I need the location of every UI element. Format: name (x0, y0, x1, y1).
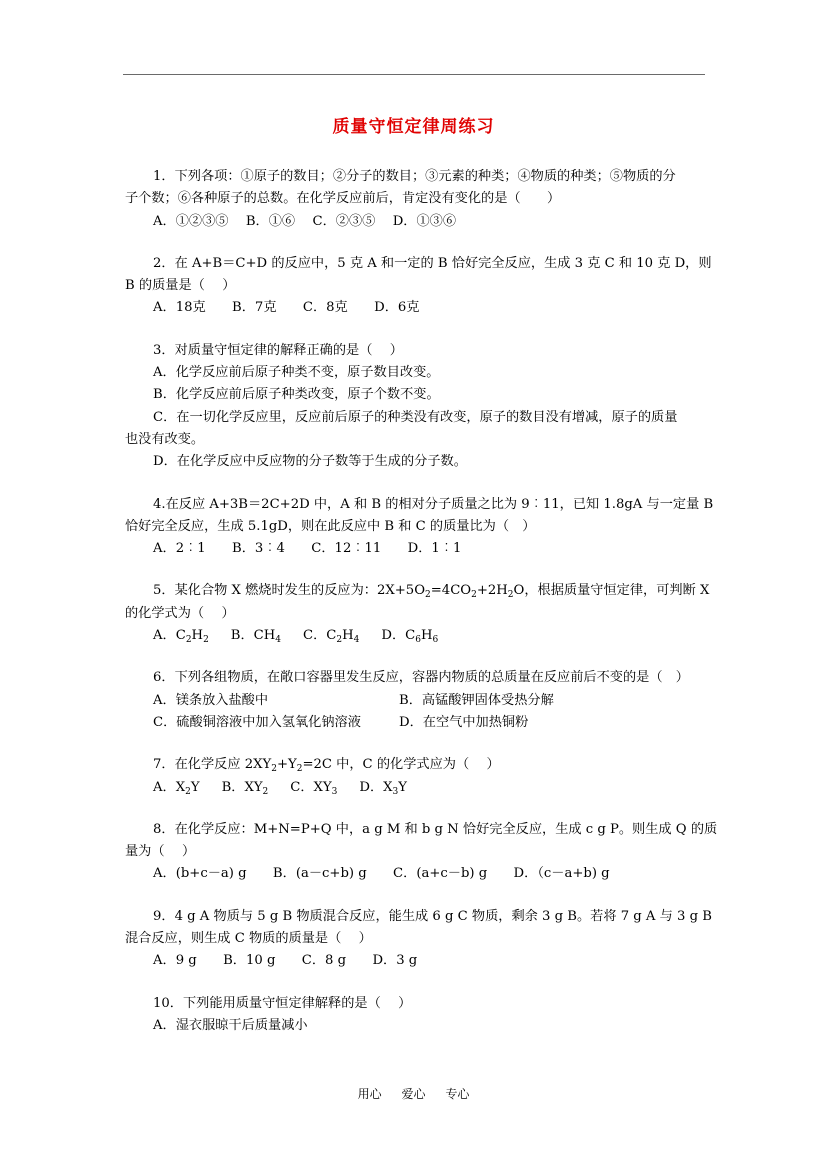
question-3-stem: 3．对质量守恒定律的解释正确的是（ ） (153, 342, 403, 358)
question-6-option-d: D．在空气中加热铜粉 (399, 714, 529, 730)
footer-text-3: 专心 (445, 1087, 470, 1101)
question-6 (125, 667, 710, 734)
question-7-stem: 7．在化学反应 $2XY_2+Y_2=2C$ 中，C 的化学式应为（ ） (153, 757, 500, 775)
question-5 (125, 580, 710, 647)
question-6-options-row-2 (125, 712, 710, 734)
question-10 (125, 993, 710, 1038)
question-2-stem-line-1: 2．在 A+B＝C+D 的反应中，5 克 A 和一定的 B 恰好完全反应，生成 3 克 C 和 10 克 D，则 (153, 255, 712, 271)
question-3-option-c-line-2: 也没有改变。 (125, 431, 205, 447)
question-2-stem-line-2: B 的质量是（ ） (125, 278, 236, 294)
question-5-options: A．$C_2H_2$ B．$CH_4$ C．$C_2H_4$ D．$C_6H_6$ (153, 628, 439, 646)
question-6-option-c: C．硫酸铜溶液中加入氢氧化钠溶液 (153, 714, 361, 730)
question-3 (125, 340, 710, 474)
header-rule (123, 74, 705, 75)
question-4 (125, 494, 714, 561)
page-footer (0, 1085, 827, 1102)
question-9-stem-line-2: 混合反应，则生成 C 物质的质量是（ ） (125, 931, 372, 947)
footer-text-2: 爱心 (401, 1087, 426, 1101)
question-7-options: A．$X_2Y$ B．$XY_2$ C．$XY_3$ D．$X_3Y$ (153, 779, 407, 797)
question-9-stem-line-1: 9．4 g A 物质与 5 g B 物质混合反应，能生成 6 g C 物质，剩余 3 g B。若将 7 g A 与 3 g B (153, 908, 712, 924)
question-5-stem-line-2: 的化学式为（ ） (125, 605, 235, 621)
question-4-options: A．2︰1 B．3︰4 C．12︰11 D．1︰1 (153, 541, 462, 557)
question-3-option-c-line-1: C．在一切化学反应里，反应前后原子的种类没有改变，原子的数目没有增减，原子的质量 (153, 409, 678, 425)
question-1-stem-line-2: 子个数；⑥各种原子的总数。在化学反应前后，肯定没有变化的是（ ） (125, 191, 561, 207)
question-6-stem: 6．下列各组物质，在敞口容器里发生反应，容器内物质的总质量在反应前后不变的是（ ） (153, 670, 689, 686)
question-10-option-a: A．湿衣服晾干后质量减小 (153, 1017, 308, 1033)
page-title: 质量守恒定律周练习 (332, 117, 495, 137)
question-9 (125, 906, 710, 973)
question-3-option-d: D．在化学反应中反应物的分子数等于生成的分子数。 (153, 454, 467, 470)
question-6-options-row-1 (125, 690, 710, 712)
question-6-option-a: A．镁条放入盐酸中 (153, 692, 269, 708)
question-1 (125, 166, 710, 233)
question-8-stem-line-1: 8．在化学反应：M+N=P+Q 中，a g M 和 b g N 恰好完全反应，生成 c g P。则生成 Q 的质 (153, 821, 718, 837)
question-3-option-b: B．化学反应前后原子种类改变，原子个数不变。 (153, 387, 440, 403)
question-2-options: A．18克 B．7克 C．8克 D．6克 (153, 300, 420, 316)
question-5-stem-line-1: 5．某化合物 X 燃烧时发生的反应为：$2X+5O_2=4CO_2+2H_2O$，根据质量守恒定律，可判断 X (153, 583, 710, 601)
question-6-option-b: B．高锰酸钾固体受热分解 (399, 692, 554, 708)
footer-text-1: 用心 (357, 1087, 382, 1101)
question-1-options: A．①②③⑤ B．①⑥ C．②③⑤ D．①③⑥ (153, 213, 457, 229)
question-4-stem-line-1: 4.在反应 A+3B＝2C+2D 中，A 和 B 的相对分子质量之比为 9︰11，已知 1.8gA 与一定量 B (153, 496, 714, 512)
question-3-option-a: A．化学反应前后原子种类不变，原子数目改变。 (153, 365, 440, 381)
question-8-options: A．(b+c－a) g B．(a－c+b) g C．(a+c－b) g D．（c－a+b) g (153, 866, 610, 882)
question-9-options: A．9 g B．10 g C．8 g D．3 g (153, 953, 418, 969)
question-8 (125, 819, 718, 886)
question-list (125, 166, 718, 1037)
question-2 (125, 253, 710, 320)
question-10-stem: 10．下列能用质量守恒定律解释的是（ ） (153, 995, 412, 1011)
question-1-stem-line-1: 1．下列各项：①原子的数目；②分子的数目；③元素的种类；④物质的种类；⑤物质的分 (153, 169, 676, 184)
question-7 (125, 754, 710, 799)
question-8-stem-line-2: 量为（ ） (125, 844, 196, 860)
question-4-stem-line-2: 恰好完全反应，生成 5.1gD，则在此反应中 B 和 C 的质量比为（ ） (125, 518, 536, 534)
